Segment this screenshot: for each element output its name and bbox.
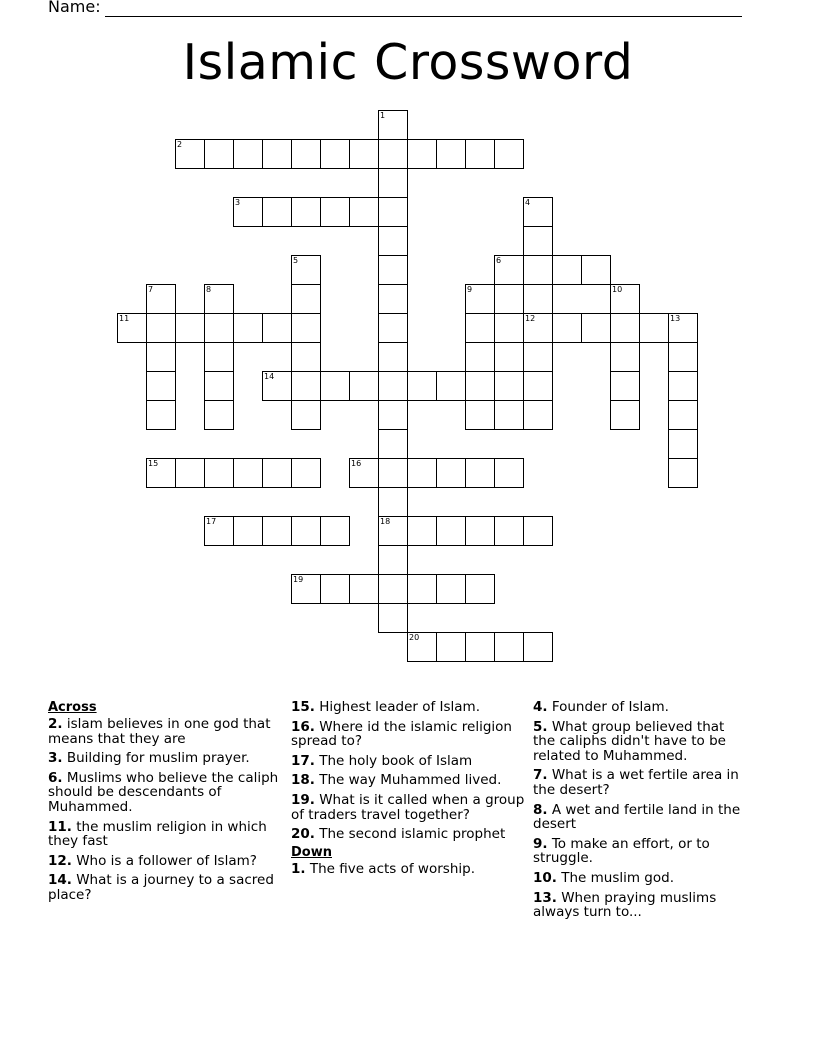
crossword-cell[interactable]	[407, 458, 437, 488]
crossword-cell[interactable]	[349, 574, 379, 604]
crossword-cell[interactable]	[494, 284, 524, 314]
crossword-cell[interactable]	[262, 516, 292, 546]
crossword-cell[interactable]	[204, 458, 234, 488]
clue-number: 14.	[48, 872, 72, 889]
cell-number: 2	[177, 140, 183, 149]
clue-text: Highest leader of Islam.	[314, 699, 480, 715]
clue-number: 18.	[291, 772, 315, 789]
cell-number: 3	[235, 198, 241, 207]
clue-item	[48, 854, 284, 869]
crossword-cell[interactable]	[320, 139, 350, 169]
crossword-cell[interactable]	[349, 371, 379, 401]
crossword-cell[interactable]	[494, 313, 524, 343]
clue-text: The five acts of worship.	[305, 860, 475, 877]
crossword-cell[interactable]	[233, 516, 263, 546]
crossword-cell[interactable]	[523, 284, 553, 314]
crossword-cell[interactable]	[378, 168, 408, 198]
clue-item	[533, 768, 748, 797]
crossword-cell[interactable]	[436, 516, 466, 546]
clue-number: 13.	[533, 889, 557, 906]
crossword-cell[interactable]	[291, 342, 321, 372]
crossword-cell[interactable]	[291, 197, 321, 227]
crossword-cell[interactable]	[378, 574, 408, 604]
crossword-cell[interactable]	[262, 197, 292, 227]
clue-number: 7.	[533, 767, 548, 784]
crossword-cell[interactable]	[146, 313, 176, 343]
crossword-cell[interactable]	[523, 371, 553, 401]
crossword-cell[interactable]	[668, 371, 698, 401]
crossword-cell[interactable]	[465, 342, 495, 372]
clue-item	[291, 862, 527, 877]
crossword-cell[interactable]	[291, 139, 321, 169]
clue-text: The second islamic prophet	[314, 826, 506, 843]
clue-column-1	[48, 700, 284, 908]
crossword-cell[interactable]	[233, 458, 263, 488]
cell-number: 6	[496, 256, 502, 265]
clue-text: What is a wet fertile area in the desert?	[533, 767, 739, 798]
clue-item	[533, 837, 748, 866]
cell-number: 12	[525, 314, 536, 323]
clue-item	[48, 717, 284, 746]
crossword-cell[interactable]	[407, 516, 437, 546]
clue-item	[533, 803, 748, 832]
crossword-cell[interactable]	[436, 371, 466, 401]
across-heading: Across	[48, 700, 97, 715]
crossword-cell[interactable]	[262, 139, 292, 169]
clue-text: To make an effort, or to struggle.	[533, 835, 710, 867]
crossword-cell[interactable]	[436, 458, 466, 488]
clue-column-3	[533, 700, 748, 925]
crossword-cell[interactable]	[668, 342, 698, 372]
crossword-cell[interactable]	[320, 574, 350, 604]
crossword-cell[interactable]	[494, 139, 524, 169]
cell-number: 10	[612, 285, 623, 294]
clue-text: The way Muhammed lived.	[314, 772, 502, 789]
clue-text: Muslims who believe the caliph should be descendants of Muhammed.	[48, 769, 279, 815]
cell-number: 20	[409, 633, 420, 642]
clue-item	[291, 700, 527, 715]
crossword-cell[interactable]	[494, 458, 524, 488]
crossword-cell[interactable]	[610, 342, 640, 372]
crossword-cell[interactable]	[291, 516, 321, 546]
cell-number: 1	[380, 111, 386, 120]
crossword-cell[interactable]	[494, 516, 524, 546]
crossword-cell[interactable]	[146, 371, 176, 401]
crossword-cell[interactable]	[668, 429, 698, 459]
crossword-cell[interactable]	[610, 400, 640, 430]
clue-number: 10.	[533, 869, 557, 886]
crossword-cell[interactable]	[349, 139, 379, 169]
crossword-cell[interactable]	[436, 632, 466, 662]
clue-number: 9.	[533, 835, 548, 852]
clue-number: 19.	[291, 791, 315, 808]
cell-number: 13	[670, 314, 681, 323]
clue-text: the muslim religion in which they fast	[48, 818, 267, 850]
crossword-cell[interactable]	[146, 342, 176, 372]
crossword-cell[interactable]	[378, 139, 408, 169]
cell-number: 15	[148, 459, 159, 468]
clue-number: 11.	[48, 818, 72, 835]
clue-item	[533, 891, 748, 920]
crossword-cell[interactable]	[291, 371, 321, 401]
crossword-cell[interactable]	[523, 400, 553, 430]
crossword-cell[interactable]	[204, 400, 234, 430]
crossword-cell[interactable]	[378, 342, 408, 372]
clue-text: Where id the islamic religion spread to?	[291, 718, 512, 750]
clue-item	[291, 754, 527, 769]
crossword-cell[interactable]	[378, 487, 408, 517]
crossword-cell[interactable]	[668, 400, 698, 430]
cell-number: 9	[467, 285, 473, 294]
crossword-cell[interactable]	[175, 458, 205, 488]
clue-number: 20.	[291, 826, 315, 843]
name-label: Name:	[48, 0, 101, 16]
crossword-cell[interactable]	[494, 400, 524, 430]
crossword-cell[interactable]	[204, 371, 234, 401]
clue-text: What group believed that the caliphs didn't have to be related to Muhammed.	[533, 718, 726, 764]
clue-item	[48, 771, 284, 815]
clue-text: When praying muslims always turn to...	[533, 889, 717, 921]
clue-text: What is it called when a group of traders travel together?	[291, 791, 525, 823]
crossword-cell[interactable]	[610, 371, 640, 401]
clue-item	[291, 773, 527, 788]
crossword-cell[interactable]	[378, 284, 408, 314]
crossword-cell[interactable]	[320, 516, 350, 546]
clue-number: 8.	[533, 801, 548, 818]
crossword-cell[interactable]	[378, 603, 408, 633]
clue-number: 3.	[48, 750, 63, 767]
crossword-cell[interactable]	[262, 458, 292, 488]
crossword-cell[interactable]	[465, 516, 495, 546]
clue-item	[291, 827, 527, 842]
crossword-cell[interactable]	[523, 632, 553, 662]
crossword-cell[interactable]	[204, 313, 234, 343]
clue-number: 1.	[291, 860, 306, 877]
page-title: Islamic Crossword	[182, 34, 634, 91]
crossword-cell[interactable]	[465, 400, 495, 430]
crossword-cell[interactable]	[233, 313, 263, 343]
clue-item	[533, 700, 748, 715]
clue-number: 5.	[533, 718, 548, 735]
crossword-cell[interactable]	[146, 400, 176, 430]
clue-number: 6.	[48, 769, 63, 786]
crossword-cell[interactable]	[668, 458, 698, 488]
crossword-cell[interactable]	[378, 400, 408, 430]
down-heading: Down	[291, 844, 332, 860]
clue-item	[533, 720, 748, 764]
cell-number: 19	[293, 575, 304, 584]
cell-number: 4	[525, 198, 531, 207]
cell-number: 16	[351, 459, 362, 468]
crossword-cell[interactable]	[320, 371, 350, 401]
crossword-cell[interactable]	[552, 313, 582, 343]
crossword-cell[interactable]	[378, 255, 408, 285]
crossword-cell[interactable]	[465, 371, 495, 401]
cell-number: 18	[380, 517, 391, 526]
crossword-cell[interactable]	[378, 313, 408, 343]
crossword-cell[interactable]	[349, 197, 379, 227]
crossword-cell[interactable]	[204, 139, 234, 169]
crossword-cell[interactable]	[407, 371, 437, 401]
crossword-cell[interactable]	[465, 574, 495, 604]
crossword-cell[interactable]	[610, 313, 640, 343]
clue-text: A wet and fertile land in the desert	[533, 801, 741, 833]
clue-item	[533, 871, 748, 886]
clue-number: 16.	[291, 718, 315, 735]
clue-number: 17.	[291, 752, 315, 769]
crossword-cell[interactable]	[552, 255, 582, 285]
crossword-cell[interactable]	[262, 313, 292, 343]
clue-text: Building for muslim prayer.	[62, 750, 250, 767]
crossword-cell[interactable]	[291, 400, 321, 430]
cell-number: 17	[206, 517, 217, 526]
crossword-cell[interactable]	[233, 139, 263, 169]
clue-number: 12.	[48, 852, 72, 869]
clue-text: What is a journey to a sacred place?	[48, 872, 274, 903]
crossword-cell[interactable]	[291, 313, 321, 343]
clue-text: The muslim god.	[556, 869, 674, 886]
crossword-cell[interactable]	[378, 226, 408, 256]
clue-item	[48, 751, 284, 766]
crossword-cell[interactable]	[378, 545, 408, 575]
crossword-cell[interactable]	[436, 139, 466, 169]
crossword-cell[interactable]	[581, 313, 611, 343]
clue-number: 15.	[291, 699, 315, 715]
crossword-cell[interactable]	[523, 226, 553, 256]
cell-number: 11	[119, 314, 130, 323]
crossword-cell[interactable]	[291, 458, 321, 488]
crossword-cell[interactable]	[378, 429, 408, 459]
clue-text: Who is a follower of Islam?	[71, 852, 257, 869]
crossword-cell[interactable]	[407, 574, 437, 604]
crossword-cell[interactable]	[465, 632, 495, 662]
crossword-cell[interactable]	[436, 574, 466, 604]
crossword-cell[interactable]	[175, 313, 205, 343]
crossword-cell[interactable]	[291, 284, 321, 314]
clue-text: islam believes in one god that means that they are	[48, 716, 271, 747]
clue-column-2	[291, 700, 527, 881]
crossword-cell[interactable]	[494, 632, 524, 662]
cell-number: 8	[206, 285, 212, 294]
crossword-cell[interactable]	[320, 197, 350, 227]
cell-number: 7	[148, 285, 154, 294]
clue-item	[291, 720, 527, 749]
clue-number: 4.	[533, 699, 548, 715]
crossword-cell[interactable]	[378, 458, 408, 488]
clue-text: The holy book of Islam	[314, 752, 473, 769]
crossword-cell[interactable]	[204, 342, 234, 372]
crossword-cell[interactable]	[407, 139, 437, 169]
crossword-cell[interactable]	[494, 371, 524, 401]
crossword-cell[interactable]	[523, 255, 553, 285]
clue-item	[291, 793, 527, 822]
crossword-cell[interactable]	[465, 139, 495, 169]
crossword-cell[interactable]	[465, 458, 495, 488]
cell-number: 5	[293, 256, 299, 265]
crossword-cell[interactable]	[581, 255, 611, 285]
clue-item	[48, 820, 284, 849]
crossword-cell[interactable]	[523, 516, 553, 546]
clue-item	[48, 873, 284, 902]
crossword-cell[interactable]	[465, 313, 495, 343]
crossword-cell[interactable]	[523, 342, 553, 372]
crossword-cell[interactable]	[378, 371, 408, 401]
clue-text: Founder of Islam.	[547, 699, 669, 715]
crossword-cell[interactable]	[378, 197, 408, 227]
crossword-cell[interactable]	[494, 342, 524, 372]
clue-number: 2.	[48, 716, 63, 732]
crossword-cell[interactable]	[639, 313, 669, 343]
cell-number: 14	[264, 372, 275, 381]
